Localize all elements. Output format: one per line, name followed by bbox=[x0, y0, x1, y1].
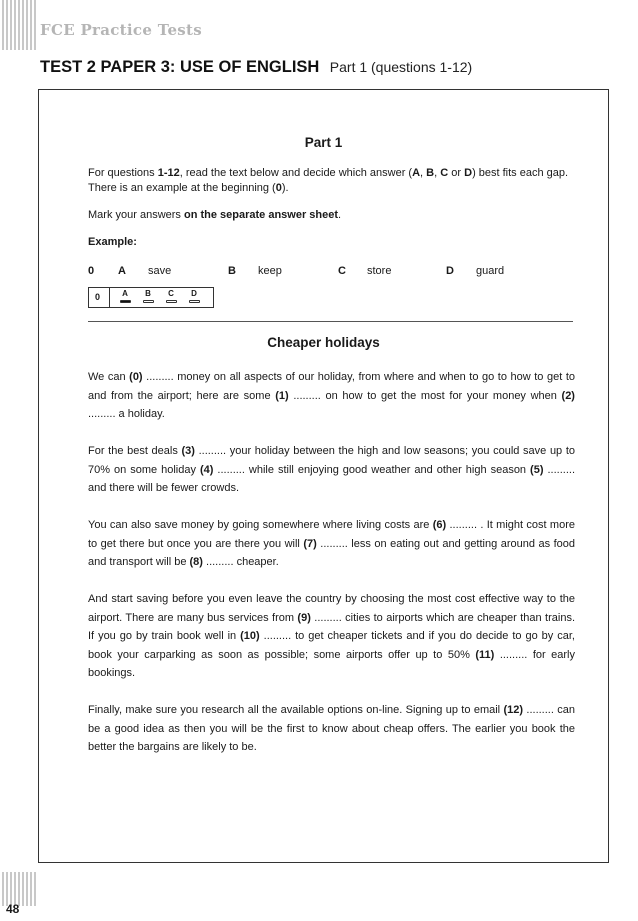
test-heading bbox=[40, 58, 472, 77]
example-option-word: store bbox=[367, 265, 392, 277]
section-divider bbox=[88, 321, 573, 322]
answer-mark-box bbox=[120, 300, 131, 303]
answer-mark-box bbox=[143, 300, 154, 303]
running-head: FCE Practice Tests bbox=[40, 21, 203, 39]
answer-option-letter: A bbox=[122, 289, 128, 298]
passage-text bbox=[88, 368, 575, 775]
footer-stripe-decoration bbox=[0, 872, 38, 906]
page-number: 48 bbox=[6, 902, 20, 916]
example-option-word: save bbox=[148, 265, 172, 277]
example-option-letter: C bbox=[338, 265, 346, 277]
passage-title: Cheaper holidays bbox=[267, 335, 380, 350]
test-heading-sub: Part 1 (questions 1-12) bbox=[329, 59, 473, 75]
test-heading-main: TEST 2 PAPER 3: USE OF ENGLISH bbox=[40, 58, 320, 76]
part-title: Part 1 bbox=[304, 135, 343, 150]
answer-option-letter: D bbox=[191, 289, 197, 298]
passage-paragraph: And start saving before you even leave the country by choosing the most cost effective way to the airport. There are many bus services from (9) ......... cities to airports which are cheaper than trains. If you go by train book well in (10) ......... to get cheaper tickets and if you do decide to go by car, book your carparking as soon as possible; some airports offer up to 50% (11) ......... for early bookings. bbox=[88, 593, 575, 679]
answer-option-letter: C bbox=[168, 289, 174, 298]
instructions-paragraph: For questions 1-12, read the text below and decide which answer (A, B, C or D) best fits each gap. There is an example at the beginning (0). bbox=[88, 167, 569, 194]
passage-paragraph: You can also save money by going somewhere where living costs are (6) ......... . It might cost more to get there but once you are there you will (7) ......... less on eating out and getting around as food and transport will be (8) ......... cheaper. bbox=[88, 519, 575, 568]
passage-paragraph: Finally, make sure you research all the available options on-line. Signing up to email (12) ......... can be a good idea as then you will be the first to know about cheap offers. The earlier you book the better the bargains are likely to be. bbox=[88, 704, 575, 753]
answer-option-b bbox=[138, 289, 158, 307]
example-option-word: guard bbox=[476, 265, 505, 277]
answer-option-a bbox=[115, 289, 135, 307]
answer-option-d bbox=[184, 289, 204, 307]
exercise-frame bbox=[38, 89, 609, 863]
answer-mark-box bbox=[189, 300, 200, 303]
example-number: 0 bbox=[88, 265, 95, 277]
example-label: Example: bbox=[88, 236, 137, 248]
answer-grid-number: 0 bbox=[95, 292, 101, 302]
example-answer-grid bbox=[88, 287, 214, 308]
answer-option-c bbox=[161, 289, 181, 307]
header-stripe-decoration bbox=[0, 0, 38, 50]
example-option-letter: B bbox=[228, 265, 236, 277]
answer-option-letter: B bbox=[145, 289, 151, 298]
mark-answers-instruction: Mark your answers on the separate answer sheet. bbox=[88, 209, 342, 221]
example-option-word: keep bbox=[258, 265, 282, 277]
example-option-letter: A bbox=[118, 265, 126, 277]
answer-grid-divider bbox=[109, 288, 110, 307]
passage-paragraph: We can (0) ......... money on all aspects of our holiday, from where and when to go to how to get to and from the airport; here are some (1) ......... on how to get the most for your money when (2) ......... a holiday. bbox=[88, 371, 576, 420]
example-row bbox=[88, 265, 568, 281]
example-option-letter: D bbox=[446, 265, 454, 277]
passage-paragraph: For the best deals (3) ......... your holiday between the high and low seasons; you could save up to 70% on some holiday (4) ......... while still enjoying good weather and other high season (5) ......... and there will be fewer crowds. bbox=[88, 445, 576, 494]
answer-mark-box bbox=[166, 300, 177, 303]
